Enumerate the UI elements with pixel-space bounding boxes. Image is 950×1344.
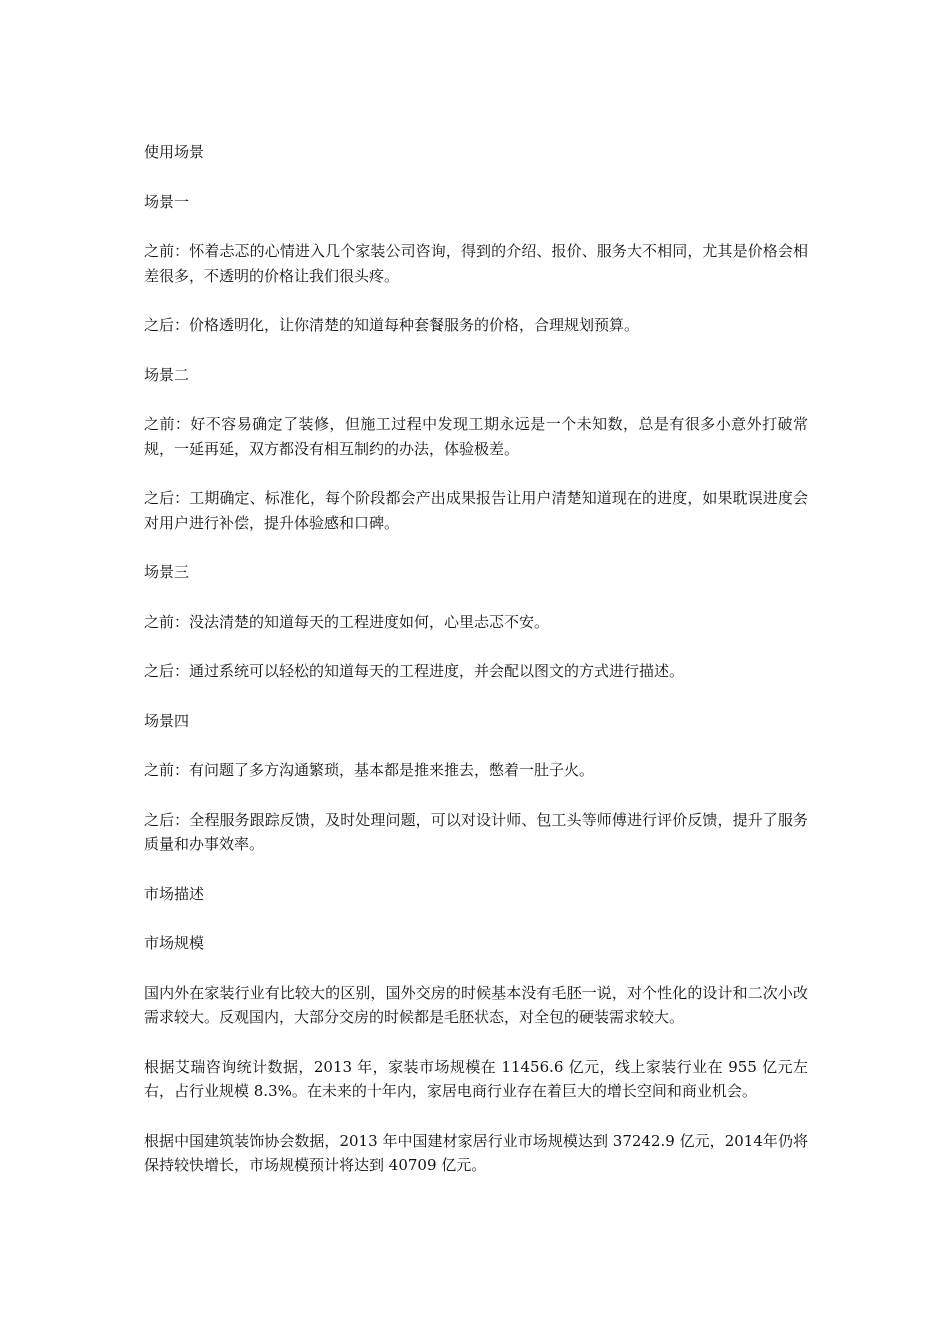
scenario-2-before: 之前：好不容易确定了装修，但施工过程中发现工期永远是一个未知数，总是有很多小意外打破常规，一延再延，双方都没有相互制约的办法，体验极差。 bbox=[144, 415, 808, 458]
scenario-heading-3: 场景三 bbox=[144, 563, 190, 581]
scenario-4-before: 之前：有问题了多方沟通繁琐，基本都是推来推去，憋着一肚子火。 bbox=[144, 761, 595, 779]
scenario-4-after: 之后：全程服务跟踪反馈，及时处理问题，可以对设计师、包工头等师傅进行评价反馈，提升了服务质量和办事效率。 bbox=[144, 810, 808, 853]
scenario-heading-1: 场景一 bbox=[144, 192, 190, 211]
scenario-3-before: 之前：没法清楚的知道每天的工程进度如何，心里忐忑不安。 bbox=[144, 612, 550, 631]
section-heading-market-description: 市场描述 bbox=[144, 884, 205, 903]
section-heading-usage-scenarios: 使用场景 bbox=[144, 143, 205, 161]
scenario-1-after: 之后：价格透明化，让你清楚的知道每种套餐服务的价格，合理规划预算。 bbox=[144, 316, 640, 334]
scenario-2-after: 之后：工期确定、标准化，每个阶段都会产出成果报告让用户清楚知道现在的进度，如果耽误进度会对用户进行补偿，提升体验感和口碑。 bbox=[144, 489, 808, 532]
scenario-1-before: 之前：怀着忐忑的心情进入几个家装公司咨询，得到的介绍、报价、服务大不相同，尤其是价格会相差很多，不透明的价格让我们很头疼。 bbox=[144, 242, 808, 285]
market-paragraph-2: 根据艾瑞咨询统计数据，2013 年，家装市场规模在 11456.6 亿元，线上家装行业在 955 亿元左右，占行业规模 8.3%。在未来的十年内，家居电商行业存在着巨大的增长空间和商业机会。 bbox=[144, 1057, 808, 1100]
scenario-3-after: 之后：通过系统可以轻松的知道每天的工程进度，并会配以图文的方式进行描述。 bbox=[144, 662, 685, 680]
scenario-heading-2: 场景二 bbox=[144, 365, 190, 384]
market-paragraph-1: 国内外在家装行业有比较大的区别，国外交房的时候基本没有毛胚一说，对个性化的设计和二次小改需求较大。反观国内，大部分交房的时候都是毛胚状态，对全包的硬装需求较大。 bbox=[144, 983, 808, 1026]
document-page bbox=[144, 140, 808, 1203]
scenario-heading-4: 场景四 bbox=[144, 711, 190, 730]
section-heading-market-size: 市场规模 bbox=[144, 934, 205, 952]
market-paragraph-3: 根据中国建筑装饰协会数据，2013 年中国建材家居行业市场规模达到 37242.9 亿元，2014年仍将保持较快增长，市场规模预计将达到 40709 亿元。 bbox=[144, 1131, 808, 1174]
